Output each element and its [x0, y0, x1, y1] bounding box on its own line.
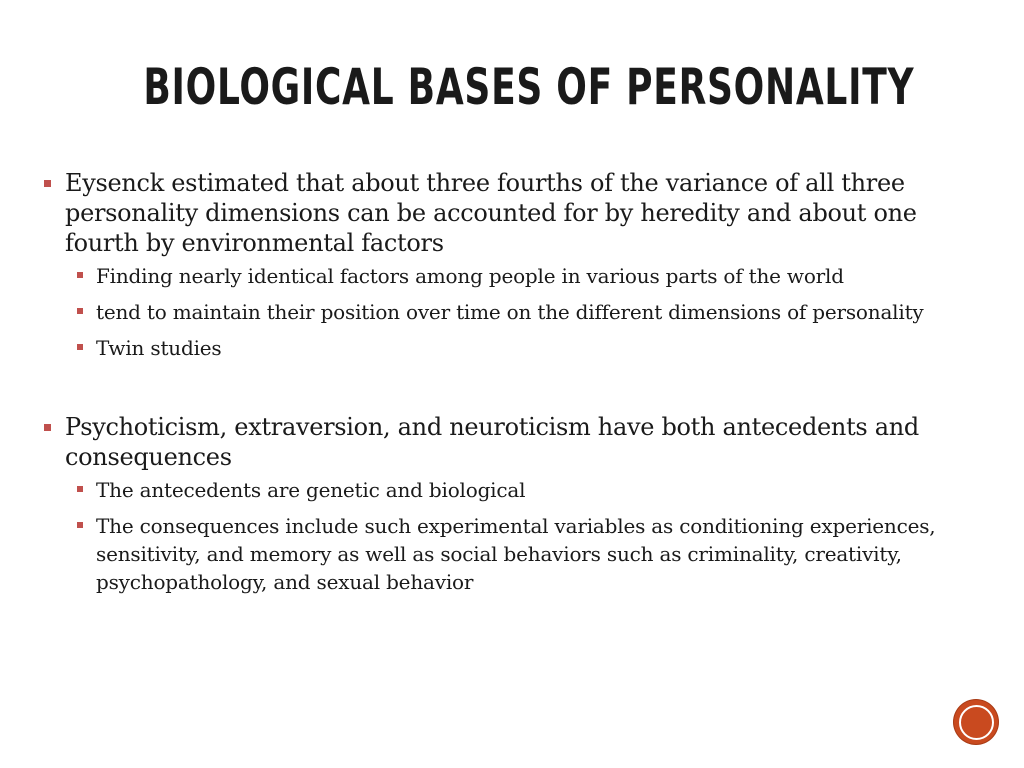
- sub-bullet-text: Finding nearly identical factors among people in various parts of the world: [96, 264, 844, 288]
- sub-bullet-point: [65, 262, 984, 290]
- sub-bullet-point: [65, 334, 984, 362]
- square-bullet-icon: [77, 308, 83, 314]
- bullet-point: [44, 412, 984, 472]
- sub-bullet-point: [65, 298, 984, 326]
- circle-nav-icon[interactable]: [954, 700, 998, 744]
- slide-title: BIOLOGICAL BASES OF PERSONALITY: [143, 58, 915, 116]
- bullet-point: [44, 168, 984, 258]
- sub-bullet-text: tend to maintain their position over time on the different dimensions of personality: [96, 300, 924, 324]
- sub-bullet-text: Twin studies: [96, 336, 222, 360]
- square-bullet-icon: [77, 344, 83, 350]
- bullet-text: Eysenck estimated that about three fourths of the variance of all three personality dimensions can be accounted for by heredity and about one fourth by environmental factors: [65, 169, 917, 257]
- sub-bullet-point: [65, 512, 984, 596]
- bullet-text: Psychoticism, extraversion, and neuroticism have both antecedents and consequences: [65, 413, 919, 471]
- sub-bullet-point: [65, 476, 984, 504]
- sub-bullet-text: The antecedents are genetic and biological: [96, 478, 526, 502]
- square-bullet-icon: [44, 424, 51, 431]
- slide-body: [44, 168, 984, 596]
- square-bullet-icon: [77, 522, 83, 528]
- square-bullet-icon: [77, 486, 83, 492]
- square-bullet-icon: [44, 180, 51, 187]
- square-bullet-icon: [77, 272, 83, 278]
- sub-bullet-text: The consequences include such experimental variables as conditioning experiences, sensitivity, and memory as well as social behaviors such as criminality, creativity, psychopathology, and sexual behavior: [96, 514, 936, 594]
